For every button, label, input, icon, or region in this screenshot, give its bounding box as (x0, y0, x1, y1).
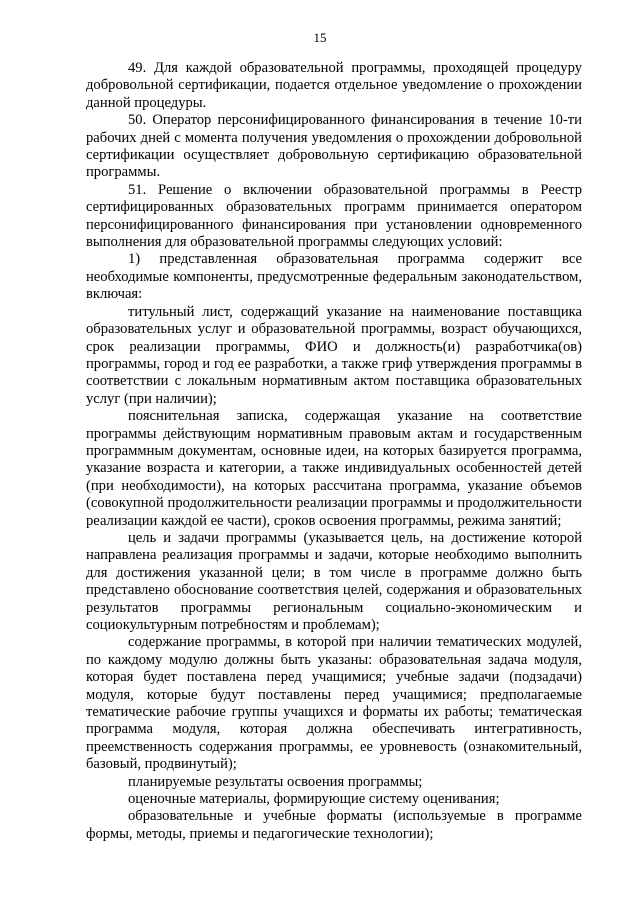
paragraph-50: 50. Оператор персонифицированного финансирования в течение 10-ти рабочих дней с момента получения уведомления о прохождении добровольной сертификации осуществляет добровольную сертификацию образовательной программы. (86, 112, 582, 181)
page-number: 15 (313, 30, 327, 45)
component-program-content: содержание программы, в которой при наличии тематических модулей, по каждому модулю должны быть указаны: образовательная задача модуля, которая будет поставлена перед учащимися; учебные задачи (подзадачи) модуля, которые будут поставлены перед учащимися; предполагаемые тематические рабочие группы учащихся и форматы их работы; тематическая программа модуля, которая должна обеспечивать интегративность, преемственность содержания программы, ее уровневость (ознакомительный, базовый, продвинутый); (86, 634, 582, 773)
component-educational-formats: образовательные и учебные форматы (используемые в программе формы, методы, приемы и педагогические технологии); (86, 808, 582, 842)
component-title-page: титульный лист, содержащий указание на наименование поставщика образовательных услуг и образовательной программы, возраст обучающихся, срок реализации программы, ФИО и должность(и) разработчика(ов) программы, город и год ее разработки, а также гриф утверждения программы в соответствии с локальным нормативным актом поставщика образовательных услуг (при наличии); (86, 303, 582, 407)
paragraph-49: 49. Для каждой образовательной программы, проходящей процедуру добровольной сертификации, подается отдельное уведомление о прохождении данной процедуры. (86, 60, 582, 111)
component-goals-tasks: цель и задачи программы (указывается цель, на достижение которой направлена реализация программы и задачи, которые необходимо выполнить для достижения указанной цели; в том числе в программе должно быть представлено обоснование соответствия целей, содержания и образовательных результатов программы региональным социально-экономическим и социокультурным потребностям и проблемам); (86, 529, 582, 633)
component-explanatory-note: пояснительная записка, содержащая указание на соответствие программы действующим нормативным правовым актам и государственным программным документам, основные идеи, на которых базируется программа, указание возраста и категории, а также индивидуальных особенностей детей (при необходимости), на которых рассчитана программа, указание объемов (совокупной продолжительности реализации программы и продолжительности реализации каждой ее части), сроков освоения программы, режима занятий; (86, 408, 582, 529)
paragraph-51: 51. Решение о включении образовательной программы в Реестр сертифицированных образовательных программ принимается оператором персонифицированного финансирования при установлении одновременного выполнения для образовательной программы следующих условий: (86, 181, 582, 251)
condition-1: 1) представленная образовательная программа содержит все необходимые компоненты, предусмотренные федеральным законодательством, включая: (86, 251, 582, 303)
component-assessment-materials: оценочные материалы, формирующие систему оценивания; (128, 791, 500, 808)
component-planned-results: планируемые результаты освоения программы; (128, 773, 423, 790)
document-body (86, 60, 582, 843)
